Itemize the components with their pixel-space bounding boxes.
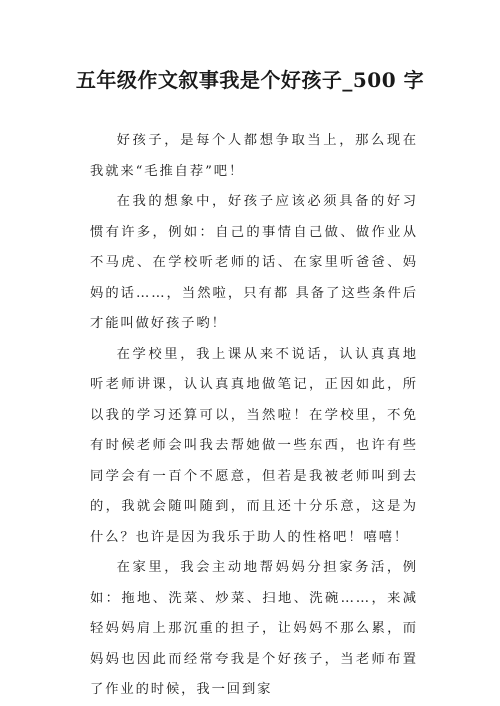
paragraph-at-home: 在家里，我会主动地帮妈妈分担家务活，例如：拖地、洗菜、炒菜、扫地、洗碗……，来减轻妈妈肩上那沉重的担子，让妈妈不那么累，而妈妈也因此而经常夸我是个好孩子，当老师布置了作业的时候，我一回到家 bbox=[90, 560, 418, 697]
document-title: 五年级作文叙事我是个好孩子_500 字 bbox=[75, 68, 425, 92]
paragraph-intro: 好孩子，是每个人都想争取当上，那么现在我就来“毛推自荐”吧！ bbox=[90, 133, 418, 179]
paragraph-good-habits: 在我的想象中，好孩子应该必须具备的好习惯有许多，例如：自己的事情自己做、做作业从不马虎、在学校听老师的话、在家里听爸爸、妈妈的话……，当然啦，只有都 具备了这些条件后才能叫做好孩子哟！ bbox=[90, 194, 418, 331]
document-body bbox=[90, 126, 418, 706]
paragraph-at-school: 在学校里，我上课从来不说话，认认真真地听老师讲课，认认真真地做笔记，正因如此，所以我的学习还算可以，当然啦！在学校里，不免有时候老师会叫我去帮她做一些东西，也许有些同学会有一百个不愿意，但若是我被老师叫到去的，我就会随叫随到，而且还十分乐意，这是为什么？也许是因为我乐于助人的性格吧！嘻嘻！ bbox=[90, 346, 418, 545]
